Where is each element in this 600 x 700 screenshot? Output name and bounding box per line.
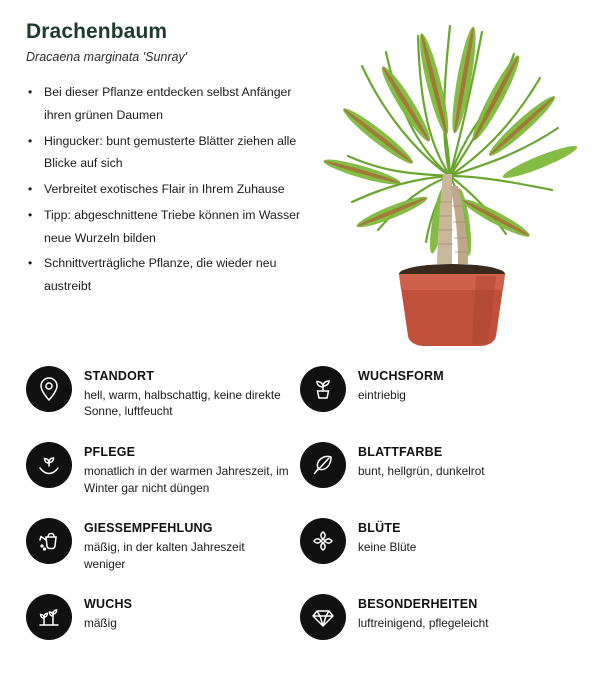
feature-value: monatlich in der warmen Jahreszeit, im Winter gar nicht düngen bbox=[84, 463, 289, 495]
location-pin-icon bbox=[26, 366, 72, 412]
feature-giessempfehlung bbox=[26, 518, 300, 572]
feature-grid bbox=[26, 366, 574, 640]
feature-value: hell, warm, halbschattig, keine direkte Sonne, luftfeucht bbox=[84, 387, 281, 419]
feature-value: mäßig, in der kalten Jahreszeit weniger bbox=[84, 539, 245, 571]
feature-label: WUCHSFORM bbox=[358, 369, 444, 383]
feature-standort bbox=[26, 366, 300, 420]
feature-wuchsform bbox=[300, 366, 574, 420]
watering-can-icon bbox=[26, 518, 72, 564]
plant-photo bbox=[300, 6, 592, 346]
feature-value: bunt, hellgrün, dunkelrot bbox=[358, 463, 485, 478]
feature-wuchs bbox=[26, 594, 300, 640]
page-title: Drachenbaum bbox=[26, 20, 168, 43]
feature-value: mäßig bbox=[84, 616, 117, 630]
paint-brush-leaf-icon bbox=[300, 442, 346, 488]
feature-bluete bbox=[300, 518, 574, 572]
feature-blattfarbe bbox=[300, 442, 574, 496]
flower-pot-icon bbox=[399, 264, 505, 346]
feature-label: STANDORT bbox=[84, 369, 155, 383]
benefits-list bbox=[26, 81, 316, 298]
feature-label: BESONDERHEITEN bbox=[358, 597, 478, 612]
feature-value: eintriebig bbox=[358, 387, 406, 402]
feature-value: keine Blüte bbox=[358, 539, 417, 554]
potted-plant-icon bbox=[300, 366, 346, 412]
flower-icon bbox=[300, 518, 346, 564]
growth-plants-icon bbox=[26, 594, 72, 640]
feature-label: BLATTFARBE bbox=[358, 445, 443, 460]
feature-label: BLÜTE bbox=[358, 521, 401, 536]
diamond-icon bbox=[300, 594, 346, 640]
list-item: • Hingucker: bunt gemusterte Blätter ziehen alle Blicke auf sich bbox=[26, 130, 316, 175]
feature-pflege bbox=[26, 442, 300, 496]
list-item: • Verbreitet exotisches Flair in Ihrem Zuhause bbox=[26, 178, 316, 201]
feature-label: GIESSEMPFEHLUNG bbox=[84, 521, 213, 536]
botanical-name: Dracaena marginata 'Sunray' bbox=[26, 50, 188, 65]
hand-sprout-icon bbox=[26, 442, 72, 488]
list-item: • Tipp: abgeschnittene Triebe können im Wasser neue Wurzeln bilden bbox=[26, 204, 316, 249]
feature-besonderheiten bbox=[300, 594, 574, 640]
list-item: • Schnittverträgliche Pflanze, die wieder neu austreibt bbox=[26, 252, 316, 297]
list-item: • Bei dieser Pflanze entdecken selbst Anfänger ihren grünen Daumen bbox=[26, 81, 316, 126]
feature-label: PFLEGE bbox=[84, 445, 136, 460]
feature-value: luftreinigend, pflegeleicht bbox=[358, 616, 489, 630]
feature-label: WUCHS bbox=[84, 597, 133, 612]
intro-block bbox=[26, 20, 316, 301]
